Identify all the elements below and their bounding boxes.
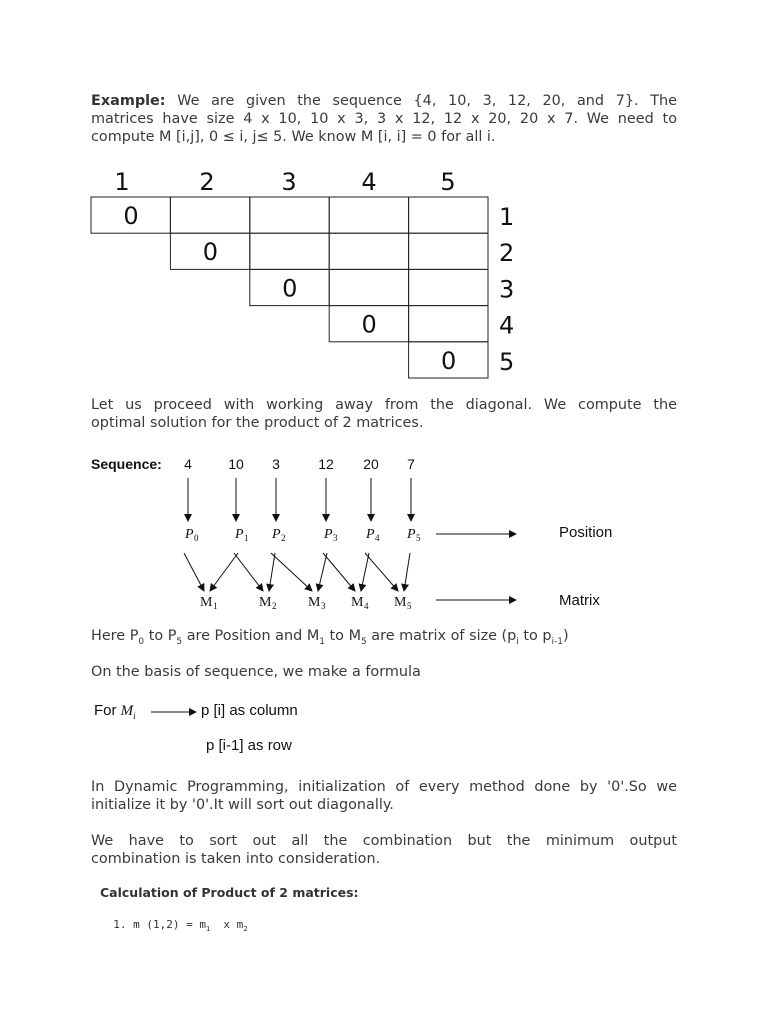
matrix-label-m: M (308, 595, 321, 610)
position-to-matrix-arrow (361, 553, 369, 591)
matrix-label: Matrix (559, 592, 600, 609)
matrix-subscript: 1 (213, 601, 218, 611)
matrix-subscript: 3 (321, 601, 326, 611)
table-cell (329, 306, 408, 342)
combination-paragraph (91, 832, 677, 868)
sequence-values (184, 456, 415, 472)
row-label: 4 (499, 311, 515, 340)
matrix-label-m: M (200, 595, 213, 610)
row-label: 2 (499, 239, 515, 268)
intro-line-3: compute M [i,j], 0 ≤ i, j≤ 5. We know M [i, i] = 0 for all i. (91, 129, 496, 146)
row-label: 5 (499, 347, 515, 376)
table-grid (91, 197, 488, 378)
sequence-value: 10 (228, 456, 244, 472)
position-label-p: P (324, 527, 333, 542)
table-cell (409, 269, 488, 305)
position-to-matrix-arrow (365, 553, 398, 591)
table-cell (329, 233, 408, 269)
diagonal-zero: 0 (361, 310, 377, 339)
position-to-matrix-arrow (210, 553, 238, 591)
diagonal-zero: 0 (440, 346, 457, 375)
table-cell (250, 269, 329, 305)
table-cell (329, 269, 408, 305)
table-cell (409, 306, 488, 342)
sequence-title: Sequence: (91, 456, 162, 472)
calculation-heading: Calculation of Product of 2 matrices: (100, 885, 359, 900)
position-to-matrix-arrow (404, 553, 410, 591)
sequence-arrows (184, 478, 411, 591)
matrix-subscript: 4 (364, 601, 369, 611)
row-label: 3 (499, 275, 515, 304)
column-label: 5 (440, 168, 456, 196)
position-subscript: 1 (244, 533, 249, 543)
initialization-line-1: In Dynamic Programming, initialization of every method done by '0'.So we (91, 779, 677, 795)
position-matrix-paragraph: Here $P_0$ to $P_5$ are Position and $M_1$ to $M_5$ are matrix of size ($p_i$ to $p_{i-1}$) (91, 628, 569, 647)
table-cell (409, 233, 488, 269)
combination-line-2: combination is taken into consideration. (91, 851, 381, 868)
table-cell (170, 197, 249, 233)
row-label: 1 (499, 203, 515, 231)
table-cell (409, 342, 488, 378)
matrix-label-m: M (351, 595, 364, 610)
initialization-paragraph (91, 778, 677, 814)
sequence-value: 4 (184, 456, 192, 472)
column-label: 1 (114, 168, 130, 196)
sequence-value: 3 (272, 456, 280, 472)
intro-paragraph (91, 92, 677, 147)
formula-row: For $M_i$ (94, 702, 136, 721)
table-cell (170, 233, 249, 269)
position-subscript: 0 (194, 533, 199, 543)
position-label: Position (559, 524, 613, 541)
diagonal-zero: 0 (123, 202, 139, 230)
diagonal-paragraph (91, 396, 677, 432)
intro-line-1: Example: We are given the sequence {4, 10, 3, 12, 20, and 7}. The (91, 93, 677, 109)
position-subscript: 2 (281, 533, 286, 543)
diagonal-zero: 0 (202, 238, 219, 267)
position-to-matrix-arrow (318, 553, 327, 591)
position-label-p: P (235, 527, 244, 542)
initialization-line-2: initialize it by '0'.It will sort out diagonally. (91, 797, 394, 814)
formula-row-text: p [i-1] as row (206, 737, 292, 754)
diagonal-line-1: Let us proceed with working away from the diagonal. We compute the (91, 397, 677, 413)
position-labels (184, 527, 421, 543)
position-subscript: 3 (333, 533, 338, 543)
sequence-value: 20 (363, 456, 379, 472)
matrix-label-m: M (259, 595, 272, 610)
position-to-matrix-arrow (323, 553, 355, 591)
formula-intro: On the basis of sequence, we make a formula (91, 664, 421, 680)
table-cell (91, 197, 170, 233)
position-subscript: 5 (416, 533, 421, 543)
column-label: 2 (199, 168, 215, 196)
position-label-p: P (366, 527, 375, 542)
table-cell (409, 197, 488, 233)
intro-line-2: matrices have size 4 x 10, 10 x 3, 3 x 12, 12 x 20, 20 x 7. We need to (91, 111, 677, 128)
calculation-item-1: 1. m $(1,2) = m_1$ x $m_2$ (113, 918, 248, 934)
column-label: 3 (281, 168, 297, 196)
sequence-value: 12 (318, 456, 334, 472)
matrix-subscript: 2 (272, 601, 277, 611)
position-subscript: 4 (375, 533, 380, 543)
position-to-matrix-arrow (184, 553, 204, 591)
table-cell (250, 197, 329, 233)
position-label-p: P (272, 527, 281, 542)
matrix-labels (200, 595, 412, 611)
sequence-value: 7 (407, 456, 415, 472)
column-label: 4 (361, 168, 377, 196)
diagonal-line-2: optimal solution for the product of 2 matrices. (91, 415, 424, 432)
formula-column: p [i] as column (201, 702, 298, 719)
position-label-p: P (407, 527, 416, 542)
diagonal-zero: 0 (282, 274, 298, 303)
matrix-subscript: 5 (407, 601, 412, 611)
table-text (114, 168, 514, 376)
position-to-matrix-arrow (234, 553, 263, 591)
table-cell (329, 197, 408, 233)
position-to-matrix-arrow (269, 553, 275, 591)
table-cell (250, 233, 329, 269)
position-label-p: P (185, 527, 194, 542)
position-to-matrix-arrow (271, 553, 312, 591)
example-label: Example: (91, 93, 166, 109)
matrix-label-m: M (394, 595, 407, 610)
combination-line-1: We have to sort out all the combination but the minimum output (91, 833, 677, 849)
